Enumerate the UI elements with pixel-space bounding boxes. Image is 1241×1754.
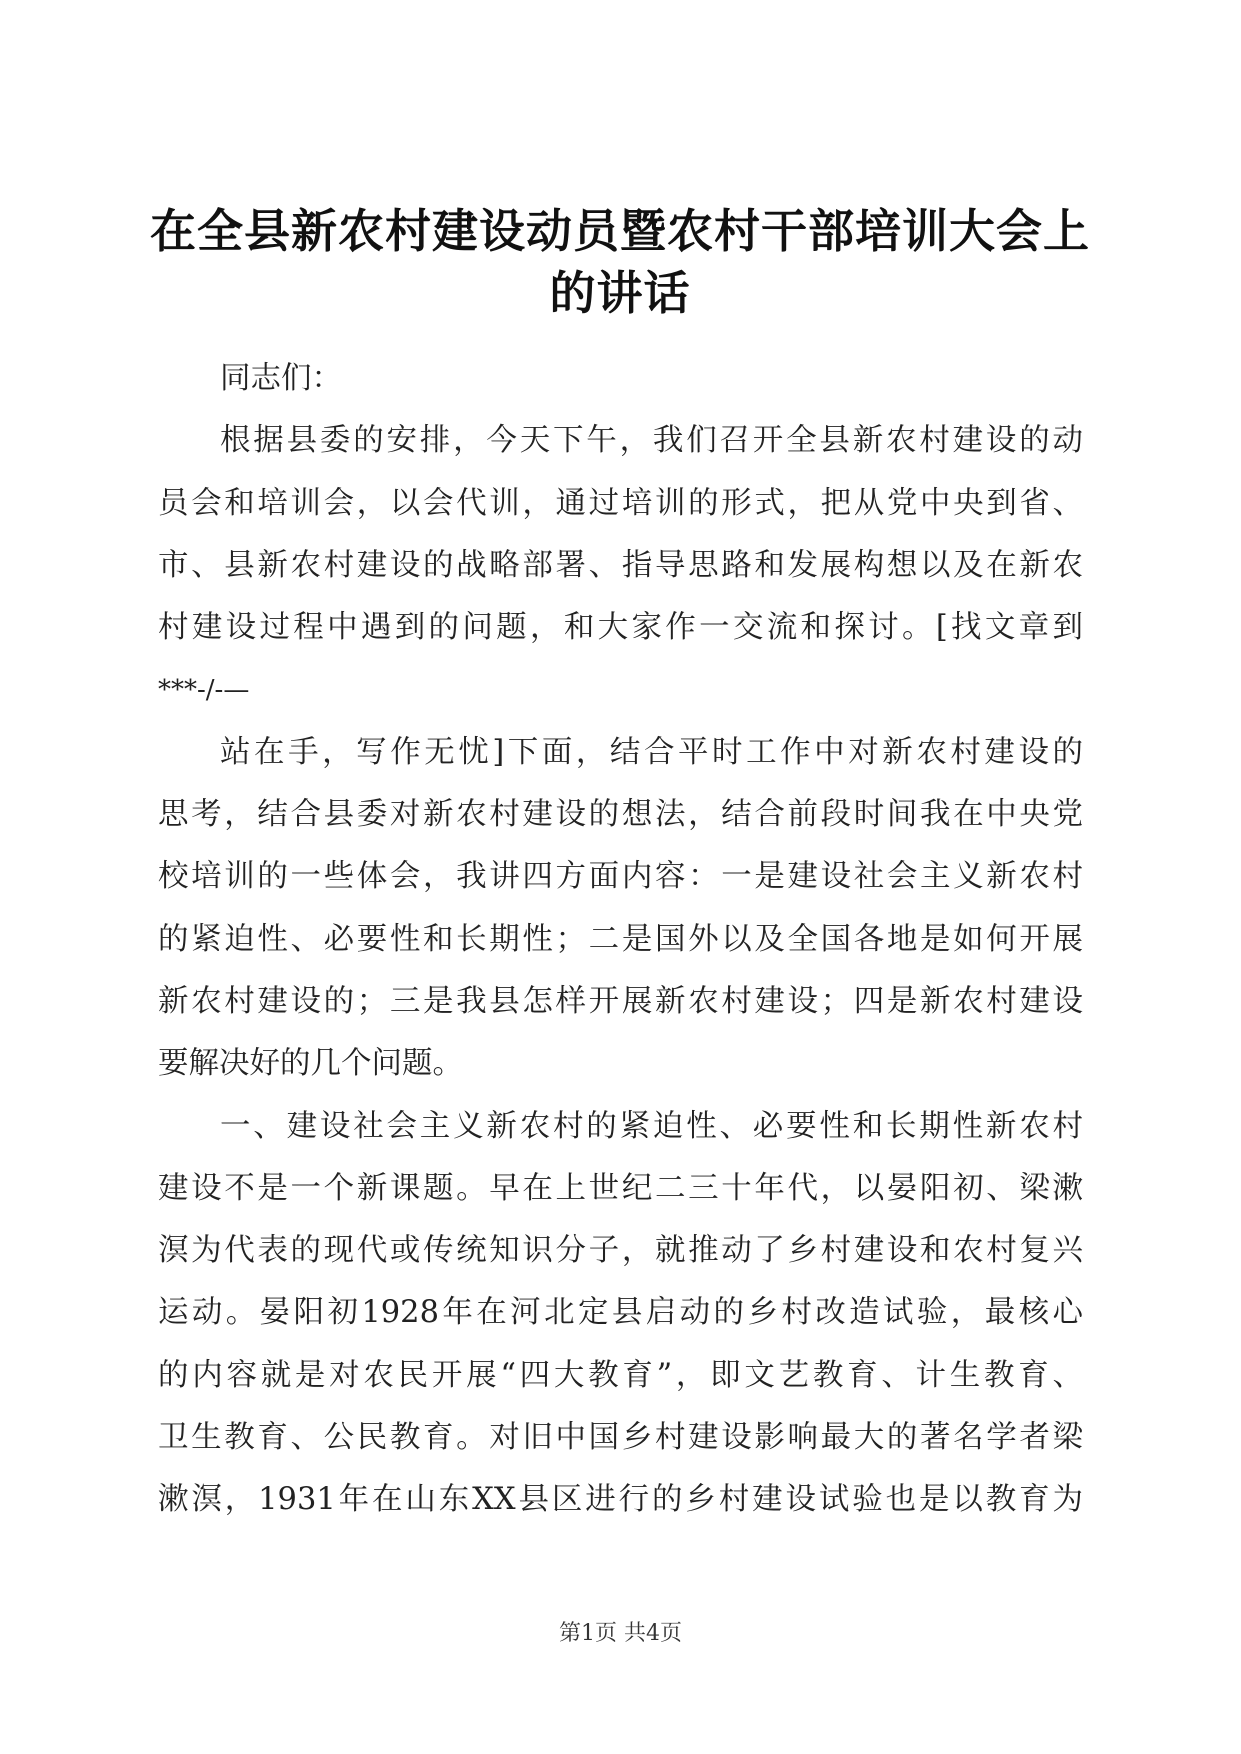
paragraph-line: 的紧迫性、必要性和长期性；二是国外以及全国各地是如何开展 xyxy=(158,921,1083,957)
title-line-1: 在全县新农村建设动员暨农村干部培训大会上 xyxy=(150,204,1090,258)
paragraph-line: 要解决好的几个问题。 xyxy=(158,1046,463,1082)
paragraph-line: 建设不是一个新课题。早在上世纪二三十年代，以晏阳初、梁漱 xyxy=(158,1170,1083,1206)
salutation: 同志们： xyxy=(220,361,342,396)
paragraph-line: 村建设过程中遇到的问题，和大家作一交流和探讨。[找文章到 xyxy=(158,610,1083,646)
paragraph-line: 思考，结合县委对新农村建设的想法，结合前段时间我在中央党 xyxy=(158,797,1083,833)
paragraph-line: 校培训的一些体会，我讲四方面内容：一是建设社会主义新农村 xyxy=(158,859,1083,895)
paragraph-line: 漱溟，1931年在山东XX县区进行的乡村建设试验也是以教育为 xyxy=(158,1482,1083,1518)
paragraph-line: 站在手，写作无忧]下面，结合平时工作中对新农村建设的 xyxy=(220,734,1083,770)
paragraph-line: 根据县委的安排，今天下午，我们召开全县新农村建设的动 xyxy=(220,423,1083,459)
paragraph-line: 新农村建设的；三是我县怎样开展新农村建设；四是新农村建设 xyxy=(158,983,1083,1019)
paragraph-line: ***-/-— xyxy=(158,675,250,706)
document-title xyxy=(150,200,1090,324)
title-line-2: 的讲话 xyxy=(549,266,691,320)
paragraph-line: 运动。晏阳初1928年在河北定县启动的乡村改造试验，最核心 xyxy=(158,1295,1083,1331)
section-heading-line: 一、建设社会主义新农村的紧迫性、必要性和长期性新农村 xyxy=(220,1108,1083,1144)
paragraph-line: 员会和培训会，以会代训，通过培训的形式，把从党中央到省、 xyxy=(158,485,1083,521)
document-body xyxy=(158,348,1083,1532)
paragraph-line: 的内容就是对农民开展“四大教育”，即文艺教育、计生教育、 xyxy=(158,1357,1083,1393)
page-footer: 第1页 共4页 xyxy=(559,1621,682,1646)
paragraph-line: 卫生教育、公民教育。对旧中国乡村建设影响最大的著名学者梁 xyxy=(158,1420,1083,1456)
paragraph-line: 市、县新农村建设的战略部署、指导思路和发展构想以及在新农 xyxy=(158,547,1083,583)
paragraph-line: 溟为代表的现代或传统知识分子，就推动了乡村建设和农村复兴 xyxy=(158,1233,1083,1269)
